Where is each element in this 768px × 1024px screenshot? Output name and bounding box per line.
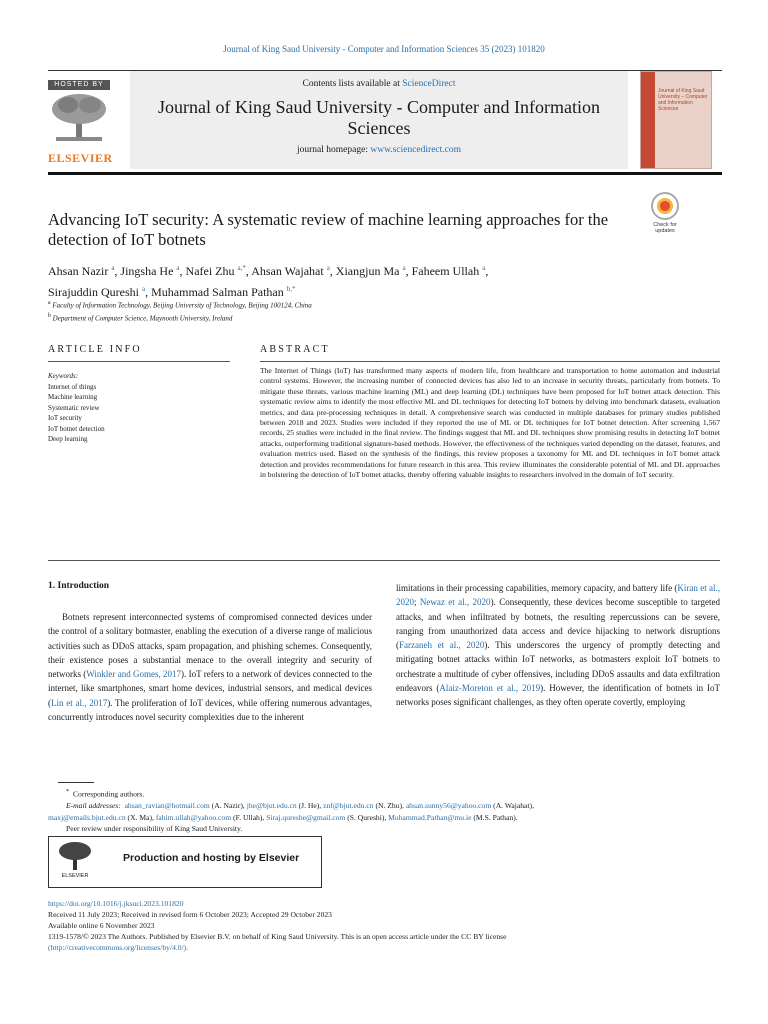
corresponding-note: * Corresponding authors. bbox=[66, 788, 145, 799]
elsevier-tree-logo bbox=[50, 93, 108, 143]
citation-link[interactable]: Farzaneh et al., 2020 bbox=[399, 640, 485, 651]
keyword: Deep learning bbox=[48, 435, 88, 443]
masthead bbox=[48, 71, 722, 170]
email-link[interactable]: fahim.ullah@yahoo.com bbox=[155, 812, 232, 822]
author[interactable]: Faheem Ullah $^a$ bbox=[411, 264, 486, 278]
article-info-header: ARTICLE INFO bbox=[48, 344, 142, 355]
author[interactable]: Sirajuddin Qureshi $^a$ bbox=[48, 285, 146, 299]
intro-heading: 1. Introduction bbox=[48, 581, 110, 591]
masthead-banner bbox=[130, 71, 628, 169]
citation-link[interactable]: Winkler and Gomes, 2017 bbox=[86, 669, 182, 680]
check-updates-icon bbox=[651, 192, 679, 220]
elsevier-wordmark: ELSEVIER bbox=[48, 151, 113, 165]
author[interactable]: Ahsan Wajahat $^a$ bbox=[251, 264, 330, 278]
masthead-bottom-rule bbox=[48, 172, 722, 175]
footnotes bbox=[48, 786, 720, 835]
abstract-text: The Internet of Things (IoT) has transformed many aspects of modern life, from healthcare and transportation to home automation and industrial control systems. However, the increasing number of connected devices has also led to an increase in security threats, particularly from botnets. To mitigate these threats, various machine learning (ML) and deep learning (DL) techniques have been proposed for IoT botnet attack detection. This systematic review aims to identify the most effective ML and DL techniques for detecting IoT botnets by delving into benchmark datasets, evaluation metrics, and data pre-processing techniques in detail. A comprehensive search was conducted in multiple databases for primary studies published between 2018 and 2023. Studies were included if they reported the use of ML or DL techniques for IoT botnet detection. After screening 1,567 records, 25 studies were included in the final review. The findings suggest that ML and DL techniques show promising results in detecting IoT botnet attacks, outperforming traditional signature-based methods. However, the effectiveness of the techniques varied depending on the dataset, features, and evaluation metrics used. Based on the synthesis of the findings, this review proposes a taxonomy for ML and DL techniques in IoT botnet attack detection and provides recommendations for future research in this area. This review illuminates the considerable potential of ML and DL approaches in bolstering the detection of IoT botnet attacks, thereby offering valuable insights to researchers involved in the domain of IoT security. bbox=[260, 366, 720, 480]
keyword: Systematic review bbox=[48, 403, 100, 412]
footnote-rule bbox=[58, 782, 94, 783]
homepage-line bbox=[130, 145, 628, 155]
citation-link[interactable]: Lin et al., 2017 bbox=[51, 697, 108, 708]
received-dates: Received 11 July 2023; Received in revised form 6 October 2023; Accepted 29 October 2023 bbox=[48, 910, 332, 919]
keywords-label: Keywords: bbox=[48, 372, 79, 380]
available-online: Available online 6 November 2023 bbox=[48, 921, 155, 930]
email-addresses: E-mail addresses: ahsan_ravian@hotmail.com (A. Nazir), jhe@bjut.edu.cn (J. He), znf@bjut.edu.cn (N. Zhu), ahsan.sunny56@yahoo.com (A. Wajahat), bbox=[66, 801, 534, 811]
author[interactable]: Xiangjun Ma $^a$ bbox=[335, 264, 406, 278]
cover-stripe bbox=[641, 72, 655, 168]
intro-column-left: Botnets represent interconnected systems of compromised connected devices under the control of a solitary botmaster, enabling the execution of a diverse range of malicious activities such as DDoS attacks, spam propagation, and phishing schemes. Consequently, their existence poses a substantial menace to the overall integrity and security of networks (Winkler and Gomes, 2017). IoT refers to a network of devices connected to the internet, like smartphones, smart home devices, industrial sensors, and medical devices (Lin et al., 2017). The proliferation of IoT devices, while offering numerous advantages, concurrently introduces novel security complexities due to the inherent bbox=[48, 612, 372, 723]
running-head[interactable]: Journal of King Saud University - Computer and Information Sciences 35 (2023) 101820 bbox=[223, 44, 545, 54]
journal-cover-thumbnail[interactable] bbox=[640, 71, 712, 169]
author[interactable]: Jingsha He $^a$ bbox=[120, 264, 180, 278]
citation-link[interactable]: Kiran et al., 2020 bbox=[396, 583, 721, 608]
license-text: 1319-1578/© 2023 The Authors. Published by Elsevier B.V. on behalf of King Saud University. This is an open access article under the CC BY license bbox=[48, 932, 507, 941]
email-link[interactable]: znf@bjut.edu.cn bbox=[323, 801, 374, 811]
badge-line-2: updates bbox=[655, 228, 675, 234]
check-for-updates-badge[interactable] bbox=[648, 192, 682, 232]
journal-title: Journal of King Saud University - Computer and Information Sciences bbox=[158, 97, 600, 138]
citation-link[interactable]: Alaiz-Moreton et al., 2019 bbox=[439, 683, 541, 694]
badge-line-1: Check for bbox=[653, 222, 677, 228]
contents-line bbox=[130, 79, 628, 89]
email-link[interactable]: ahsan_ravian@hotmail.com bbox=[124, 801, 210, 811]
hosting-box bbox=[48, 836, 322, 888]
author-list: Ahsan Nazir $^a$, Jingsha He $^a$, Nafei Zhu $^{a,*}$, Ahsan Wajahat $^a$, Xiangjun Ma $^a$, Faheem Ullah $^a$, Sirajuddin Qureshi $^a$, Muhammad Salman Pathan $^{b,*}$ bbox=[48, 264, 489, 299]
keyword: Machine learning bbox=[48, 393, 98, 401]
hosting-label: Production and hosting by Elsevier bbox=[123, 852, 300, 864]
keyword: IoT security bbox=[48, 414, 82, 422]
keywords-block bbox=[48, 371, 228, 445]
hosted-by-label: HOSTED BY bbox=[48, 80, 110, 90]
peer-review-note: Peer review under responsibility of King Saud University. bbox=[66, 824, 243, 834]
affiliation: $^a$ Faculty of Information Technology, Beijing University of Technology, Beijing 100124, China bbox=[48, 300, 312, 310]
elsevier-small-wordmark: ELSEVIER bbox=[61, 873, 89, 879]
email-link[interactable]: maxj@emails.bjut.edu.cn bbox=[48, 812, 126, 822]
sciencedirect-link[interactable]: ScienceDirect bbox=[402, 79, 456, 89]
keyword: Internet of things bbox=[48, 382, 97, 391]
author[interactable]: Nafei Zhu $^{a,*}$ bbox=[185, 264, 246, 278]
article-title: Advancing IoT security: A systematic review of machine learning approaches for the detection of IoT botnets bbox=[48, 210, 609, 249]
affiliations bbox=[48, 298, 688, 325]
author[interactable]: Muhammad Salman Pathan $^{b,*}$ bbox=[151, 285, 296, 299]
email-addresses-cont: maxj@emails.bjut.edu.cn (X. Ma), fahim.ullah@yahoo.com (F. Ullah), Siraj.qureshe@gmail.com (S. Qureshi), Muhammad.Pathan@mu.ie (M.S. Pathan). bbox=[48, 812, 518, 822]
abstract-rule bbox=[260, 361, 720, 362]
email-link[interactable]: Siraj.qureshe@gmail.com bbox=[266, 812, 346, 822]
email-link[interactable]: jhe@bjut.edu.cn bbox=[246, 801, 297, 811]
intro-column-right: limitations in their processing capabilities, memory capacity, and battery life (Kiran et al., 2020; Newaz et al., 2020). Consequently, these devices become susceptible to targeted attacks, and when infiltrated by botnets, the resulting repercussions can be severe, ranging from unauthorized data access and device hijacking to network disruptions (Farzaneh et al., 2020). This underscores the urgency of promptly detecting and mitigating botnet attacks within IoT networks, as botmasters exploit IoT botnets to orchestrate a multitude of cyber offensives, including DDoS assaults and data exfiltration endeavors (Alaiz-Moreton et al., 2019). However, the identification of botnets in IoT networks poses significant challenges, as they often operate covertly, employing bbox=[396, 583, 721, 708]
abstract-header: ABSTRACT bbox=[260, 344, 330, 355]
homepage-prefix: journal homepage: bbox=[297, 145, 371, 155]
email-link[interactable]: Muhammad.Pathan@mu.ie bbox=[388, 812, 472, 822]
email-link[interactable]: ahsan.sunny56@yahoo.com bbox=[405, 801, 492, 811]
keyword: IoT botnet detection bbox=[48, 424, 105, 433]
cover-title: Journal of King Saud University – Computer and Information Sciences bbox=[658, 88, 708, 112]
backmatter bbox=[48, 898, 720, 953]
affiliation: $^b$ Department of Computer Science, Maynooth University, Ireland bbox=[48, 313, 233, 323]
doi-link[interactable]: https://doi.org/10.1016/j.jksuci.2023.101820 bbox=[48, 899, 184, 908]
citation-link[interactable]: Newaz et al., 2020 bbox=[419, 597, 491, 608]
contents-prefix: Contents lists available at bbox=[302, 79, 403, 89]
author[interactable]: Ahsan Nazir $^a$ bbox=[48, 264, 115, 278]
homepage-link[interactable]: www.sciencedirect.com bbox=[370, 145, 461, 155]
article-info-rule bbox=[48, 361, 230, 362]
license-link[interactable]: (http://creativecommons.org/licenses/by/4.0/). bbox=[48, 943, 189, 952]
abstract-bottom-rule bbox=[48, 560, 720, 561]
elsevier-tree-logo-small bbox=[57, 841, 93, 871]
